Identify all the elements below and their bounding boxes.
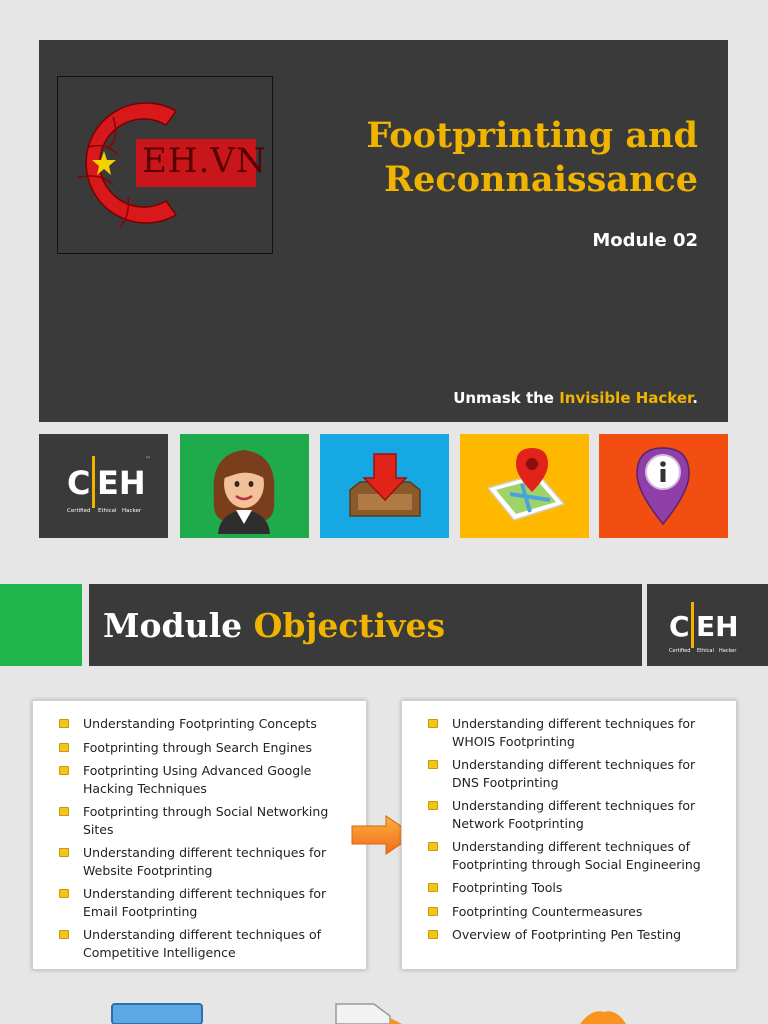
ceh-logo-sub-1: Certified bbox=[67, 508, 91, 514]
info-tile bbox=[599, 434, 728, 538]
objective-item bbox=[55, 715, 356, 733]
objectives-list-left bbox=[55, 715, 356, 961]
bullet-icon bbox=[59, 719, 69, 728]
objective-item bbox=[424, 838, 726, 873]
objective-item bbox=[424, 903, 726, 921]
objectives-panel-left bbox=[32, 700, 367, 970]
ceh-logo-small-sub-3: Hacker bbox=[719, 648, 737, 654]
title-line-1: Footprinting and bbox=[366, 115, 698, 156]
objective-item bbox=[55, 803, 356, 838]
next-slide-icons bbox=[0, 1000, 768, 1024]
monitor-icon bbox=[110, 1000, 204, 1024]
objective-text: Footprinting Tools bbox=[452, 880, 563, 895]
slide-title bbox=[318, 114, 698, 202]
objectives-ceh-logo bbox=[647, 584, 768, 666]
bullet-icon bbox=[428, 842, 438, 851]
title-line-2: Reconnaissance bbox=[384, 159, 698, 200]
bullet-icon bbox=[59, 930, 69, 939]
ceh-logo-eh: EH bbox=[97, 464, 146, 502]
objectives-title-highlight: Objectives bbox=[253, 606, 446, 645]
map-tile bbox=[460, 434, 589, 538]
bullet-icon bbox=[59, 848, 69, 857]
download-tile bbox=[320, 434, 449, 538]
ceh-logo-c: C bbox=[67, 464, 91, 502]
tagline-prefix: Unmask the bbox=[453, 389, 560, 407]
bullet-icon bbox=[428, 760, 438, 769]
objective-item bbox=[55, 762, 356, 797]
ceh-logo-small-eh: EH bbox=[696, 610, 739, 643]
objective-text: Understanding different techniques for WHOIS Footprinting bbox=[452, 716, 696, 749]
objective-item bbox=[424, 926, 726, 944]
objectives-title bbox=[103, 606, 445, 645]
objective-item bbox=[424, 797, 726, 832]
objective-item bbox=[55, 926, 356, 961]
tagline-suffix: . bbox=[692, 389, 698, 407]
woman-avatar-icon bbox=[180, 434, 309, 538]
ceh-vn-logo bbox=[57, 76, 273, 254]
ceh-logo-small-divider bbox=[691, 602, 694, 648]
ceh-logo-small bbox=[669, 610, 749, 660]
bullet-icon bbox=[428, 719, 438, 728]
ceh-logo bbox=[67, 456, 151, 524]
avatar-tile bbox=[180, 434, 309, 538]
objective-item bbox=[55, 885, 356, 920]
ceh-logo-divider bbox=[92, 456, 95, 508]
bullet-icon bbox=[428, 883, 438, 892]
bullet-icon bbox=[59, 743, 69, 752]
objective-text: Understanding different techniques of Competitive Intelligence bbox=[83, 927, 321, 960]
objectives-accent-block bbox=[0, 584, 82, 666]
title-slide bbox=[39, 40, 728, 422]
objective-text: Footprinting Countermeasures bbox=[452, 903, 643, 919]
ceh-logo-sub-2: Ethical bbox=[98, 508, 117, 514]
objective-item bbox=[424, 715, 726, 750]
download-tray-icon bbox=[320, 434, 449, 538]
objective-text: Understanding different techniques for DNS Footprinting bbox=[452, 757, 696, 790]
bullet-icon bbox=[428, 930, 438, 939]
ceh-logo-sub-3: Hacker bbox=[122, 508, 142, 514]
objective-text: Overview of Footprinting Pen Testing bbox=[452, 927, 682, 942]
tagline-highlight: Invisible Hacker bbox=[559, 389, 693, 407]
ceh-logo-tm: ™ bbox=[145, 456, 151, 463]
bullet-icon bbox=[59, 766, 69, 775]
bullet-icon bbox=[59, 889, 69, 898]
bullet-icon bbox=[59, 807, 69, 816]
objective-item bbox=[424, 879, 726, 897]
ceh-logo-tile bbox=[39, 434, 168, 538]
objective-text: Footprinting Using Advanced Google Hacking Techniques bbox=[83, 763, 312, 796]
map-pin-icon bbox=[460, 434, 589, 538]
orange-shape-icon bbox=[578, 1000, 628, 1024]
objective-item bbox=[55, 739, 356, 757]
objective-text: Understanding different techniques of Footprinting through Social Engineering bbox=[452, 839, 701, 872]
objective-text: Understanding different techniques for Email Footprinting bbox=[83, 886, 327, 919]
objective-text: Understanding different techniques for Network Footprinting bbox=[452, 798, 696, 831]
objective-text: Understanding Footprinting Concepts bbox=[83, 716, 317, 731]
bullet-icon bbox=[428, 907, 438, 916]
tagline bbox=[453, 389, 698, 407]
ceh-logo-small-c: C bbox=[669, 610, 690, 643]
logo-text: EH.VN bbox=[142, 141, 267, 181]
objective-item bbox=[424, 756, 726, 791]
objective-text: Footprinting through Social Networking Sites bbox=[83, 804, 329, 837]
objectives-title-main: Module bbox=[103, 606, 254, 645]
ceh-logo-small-sub-2: Ethical bbox=[697, 648, 714, 654]
objectives-header bbox=[89, 584, 642, 666]
objectives-list-right bbox=[424, 715, 726, 944]
ceh-logo-small-sub-1: Certified bbox=[669, 648, 691, 654]
objectives-panel-right bbox=[401, 700, 737, 970]
bullet-icon bbox=[428, 801, 438, 810]
objective-text: Understanding different techniques for Website Footprinting bbox=[83, 845, 327, 878]
objective-item bbox=[55, 844, 356, 879]
objective-text: Footprinting through Search Engines bbox=[83, 739, 312, 755]
module-number: Module 02 bbox=[592, 230, 698, 251]
info-pin-icon bbox=[599, 434, 728, 538]
document-icon bbox=[334, 1000, 404, 1024]
